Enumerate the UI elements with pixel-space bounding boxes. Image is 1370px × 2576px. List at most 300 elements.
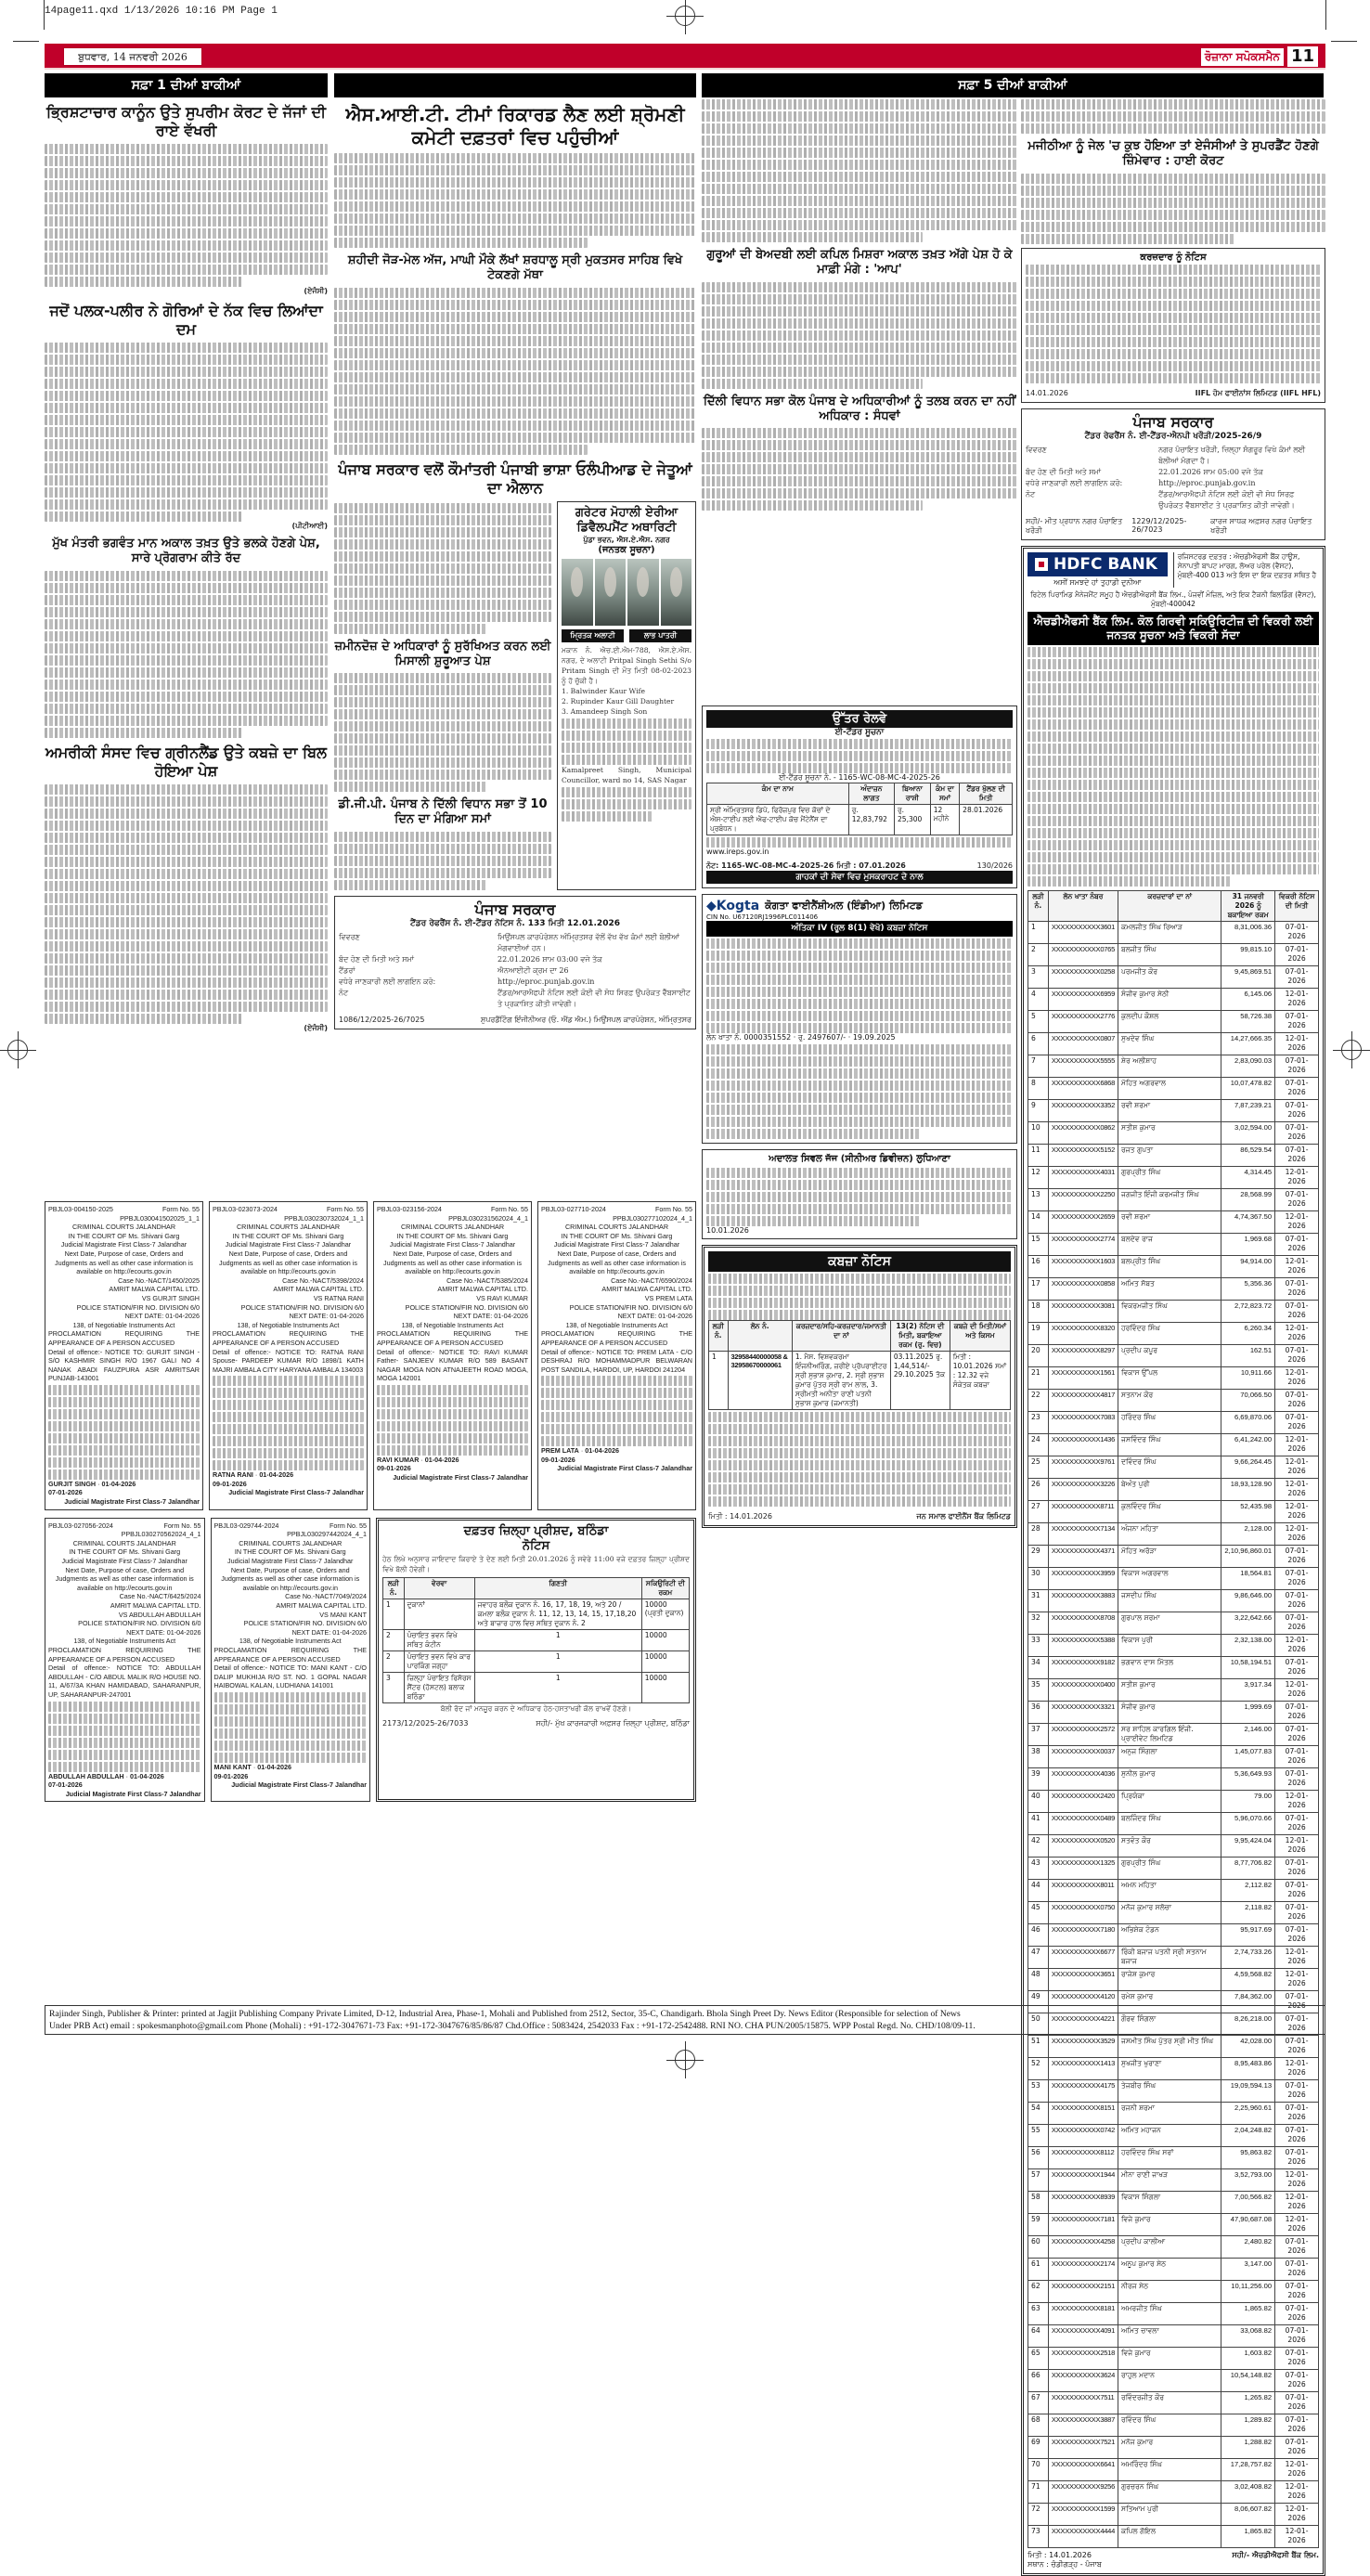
table-row [1028, 1968, 1319, 1990]
table-row [1028, 2525, 1319, 2547]
serial-number: 56 [1028, 2146, 1049, 2168]
loan-account: XXXXXXXXXXX7134 [1048, 1522, 1118, 1545]
borrower-name: ਮੋਹਿਤ ਅਗਰਵਾਲ [1118, 1077, 1221, 1099]
table-row [1028, 1656, 1319, 1678]
loan-account: XXXXXXXXXXX1599 [1048, 2503, 1118, 2525]
table-row [1028, 1634, 1319, 1656]
borrower-name: ਸੰਜੀਵ ਕੁਮਾਰ ਸੇਠੀ [1118, 988, 1221, 1010]
masthead [45, 44, 1325, 70]
sale-notice-date: 07-01-2026 [1275, 1144, 1319, 1166]
table-row [1028, 2391, 1319, 2414]
kogta-section: ਅੰਤਿਕਾ IV (ਰੂਲ 8(1) ਵੇਖੋ) ਕਬਜ਼ਾ ਨੋਟਿਸ [706, 921, 1013, 937]
sale-notice-date: 07-01-2026 [1275, 943, 1319, 965]
ad-punjab-tender-kharori [1021, 408, 1325, 540]
sale-notice-date: 12-01-2026 [1275, 1678, 1319, 1701]
sale-notice-date: 07-01-2026 [1275, 2369, 1319, 2391]
serial-number: 63 [1028, 2302, 1049, 2324]
designation: Judicial Magistrate First Class-7 Jalandhar [389, 1240, 516, 1249]
borrower-name: ਹਰਿੰਦਰ ਸਿੰਘ [1118, 1411, 1221, 1433]
form-number: Form No. 55 [327, 1205, 364, 1213]
railway-subtitle: ਈ-ਟੈਂਡਰ ਸੂਚਨਾ [834, 728, 885, 737]
designation: Judicial Magistrate First Class-7 Jalandhar [60, 1240, 187, 1249]
case-number: Case No.-NACT/1450/2025 [118, 1275, 200, 1285]
hdfc-logo [1028, 552, 1168, 576]
act: 138, of Negotiable Instruments Act [401, 1320, 504, 1329]
story-headline: ਗੁਰੂਆਂ ਦੀ ਬੇਅਦਬੀ ਲਈ ਕਪਿਲ ਮਿਸ਼ਰਾ ਅਕਾਲ ਤਖ਼ਤ ਅੱਗੇ ਪੇਸ਼ ਹੋ ਕੇ ਮਾਫ਼ੀ ਮੰਗੇ : 'ਆਪ' [706, 248, 1013, 278]
col-header: ਅੰਦਾਜ਼ਨ ਲਾਗਤ [848, 783, 894, 805]
designation: Judicial Magistrate First Class-7 Jalandhar [61, 1557, 187, 1566]
note: ਬੋਲੀ ਰੱਦ ਜਾਂ ਮਨਜ਼ੂਰ ਕਰਨ ਦੇ ਅਧਿਕਾਰ ਹੇਠ-ਹਸਤਾਖਰੀ ਕੋਲ ਰਾਖਵੇਂ ਹੋਣਗੇ। [440, 1704, 632, 1714]
next-date: NEXT DATE: 01-04-2026 [124, 1312, 200, 1321]
outstanding-amount: 42,028.00 [1221, 2035, 1275, 2057]
outstanding-amount: 8,06,607.82 [1221, 2503, 1275, 2525]
outstanding-amount: 86,529.54 [1221, 1144, 1275, 1166]
sale-notice-date: 07-01-2026 [1275, 1277, 1319, 1300]
borrower-name: ਵਿਕਾਸ ਸਿੰਗਲਾ [1118, 2191, 1221, 2213]
borrower-name: ਅਮਿਤ ਮਹਾਜਨ [1118, 2124, 1221, 2146]
tender-field-label: ਨੋਟ [339, 988, 349, 997]
table-row [1028, 2458, 1319, 2480]
registration-mark-icon [675, 2050, 695, 2070]
borrower-name: ਪ੍ਰਦੀਪ ਕਾਲੀਆ [1118, 2235, 1221, 2258]
loan-account: XXXXXXXXXXX2174 [1048, 2258, 1118, 2280]
appear-date: 01-04-2026 [424, 1455, 459, 1464]
complainant: AMRIT MALWA CAPITAL LTD. [273, 1285, 364, 1294]
sale-notice-date: 07-01-2026 [1275, 1233, 1319, 1255]
serial-number: 1 [1028, 921, 1049, 943]
proclamation-heading: PROCLAMATION REQUIRING THE APPEARANCE OF A PERSON ACCUSED [48, 1645, 201, 1663]
loan-account: XXXXXXXXXXX0037 [1048, 1745, 1118, 1767]
borrower-name: ਸੁਖਦੇਵ ਸਿੰਘ [1118, 1032, 1221, 1055]
possession-table [708, 1320, 1011, 1410]
tender-field-value: ਟੈਂਡਰ/ਆਰਐਫਪੀ ਨੋਟਿਸ ਲਈ ਕੋਈ ਵੀ ਸੋਧ ਸਿਰਫ਼ ਉਪਰੋਕਤ ਵੈੱਬਸਾਈਟ ਤੇ ਪ੍ਰਕਾਸ਼ਿਤ ਕੀਤੀ ਜਾਵੇਗੀ। [498, 988, 691, 1008]
sale-notice-date: 07-01-2026 [1275, 1077, 1319, 1099]
serial-number: 59 [1028, 2213, 1049, 2235]
agency-credit: (ਪੀਟੀਆਈ) [291, 522, 328, 530]
notice-ref: PBJL03-023156-2024 [377, 1205, 442, 1213]
outstanding-amount: 2,32,138.00 [1221, 1634, 1275, 1656]
serial-number: 70 [1028, 2458, 1049, 2480]
hdfc-address-2: ਰਿਟੇਲ ਪਿਰਾਮਿਡ ਮੈਨੇਜਮੈਂਟ ਸਮੂਹ ਹੈ ਐਚਡੀਐਫਸੀ ਬੈਂਕ ਲਿਮ., ਪੰਜਵੀਂ ਮੰਜ਼ਿਲ, ਅਤੇ ਇਕ ਟੈਕਨੀ ਬਿਲਡਿੰਗ (ਵੈਸਟ), ਮੁੰਬਈ-400042 [1030, 589, 1316, 608]
loan-account: XXXXXXXXXXX8112 [1048, 2146, 1118, 2168]
table-row [383, 1630, 690, 1651]
borrower-name: ਮਨੋਜ ਕੁਮਾਰ [1118, 2436, 1221, 2458]
borrower-name: ਗੁਰਚਰਨ ਸਿੰਘ [1118, 2480, 1221, 2503]
sign-left: ਸਹੀ/- ਮੀਤ ਪ੍ਰਧਾਨ ਨਗਰ ਪੰਚਾਇਤ ਖਰੌੜੀ [1026, 516, 1123, 535]
borrower-name: ਗੁਰਪਾਲ ਸ਼ਰਮਾ [1118, 1612, 1221, 1634]
serial-number: 55 [1028, 2124, 1049, 2146]
sale-notice-date: 07-01-2026 [1275, 1701, 1319, 1723]
appear-date: 01-04-2026 [585, 1446, 620, 1456]
outstanding-amount: 95,863.82 [1221, 2146, 1275, 2168]
col-header: 31 ਜਨਵਰੀ 2026 ਨੂੰ ਬਕਾਇਆ ਰਕਮ [1221, 890, 1275, 921]
table-row [1028, 2035, 1319, 2057]
sale-notice-date: 07-01-2026 [1275, 2013, 1319, 2035]
borrower-name: ਨੀਰਜ ਸੇਠ [1118, 2280, 1221, 2302]
section-bar-blank [334, 73, 696, 97]
outstanding-amount: 1,999.69 [1221, 1701, 1275, 1723]
hdfc-signatory: ਸਹੀ/- ਐਚਡੀਐਫਸੀ ਬੈਂਕ ਲਿਮ. [1232, 2550, 1319, 2559]
sale-notice-date: 07-01-2026 [1275, 1099, 1319, 1121]
outstanding-amount: 7,87,239.21 [1221, 1099, 1275, 1121]
outstanding-amount: 1,969.68 [1221, 1233, 1275, 1255]
cell: 2 [383, 1630, 405, 1651]
table-row [1028, 1589, 1319, 1612]
borrower-name: ਗੁਰਪ੍ਰੀਤ ਸਿੰਘ [1118, 1166, 1221, 1188]
story-headline: ਜਦੋਂ ਪਲਕ-ਪਲੀਰ ਨੇ ਗੋਰਿਆਂ ਦੇ ਨੱਕ ਵਿਚ ਲਿਆਂਦਾ ਦਮ [49, 302, 323, 338]
signatory: ਸਹੀ/- ਮੁੱਖ ਕਾਰਜਕਾਰੀ ਅਫ਼ਸਰ ਜ਼ਿਲ੍ਹਾ ਪ੍ਰੀਸ਼ਦ, ਬਠਿੰਡਾ [536, 1719, 690, 1728]
ad-title: ਕਰਜ਼ਦਾਰ ਨੂੰ ਨੋਟਿਸ [1140, 252, 1207, 263]
accused-name: RATNA RANI [213, 1470, 253, 1480]
story-headline: ਜ਼ਮੀਨਦੋਜ਼ ਦੇ ਅਧਿਕਾਰਾਂ ਨੂੰ ਸੁਰੱਖਿਅਤ ਕਰਨ ਲਈ ਮਿਸਾਲੀ ਸ਼ੁਰੂਆਤ ਪੇਸ਼ [334, 639, 551, 668]
story-headline: ਮਜੀਠੀਆ ਨੂੰ ਜੇਲ 'ਚ ਕੁਝ ਹੋਇਆ ਤਾਂ ਏਜੰਸੀਆਂ ਤੇ ਸੁਪਰਡੈਂਟ ਹੋਣਗੇ ਜ਼ਿੰਮੇਵਾਰ : ਹਾਈ ਕੋਰਟ [1028, 139, 1319, 169]
table-row [1028, 2079, 1319, 2102]
court-name: CRIMINAL COURTS JALANDHAR [400, 1223, 505, 1232]
court-notice: PBJL03-023156-2024 Form No. 55 PPBJL030231562024_4_1 CRIMINAL COURTS JALANDHAR IN THE COURT OF Ms. Shivani Garg Judicial Magistrate First Class-7 Jalandhar Next Date, Purpose of case, Orders and Judgments as well as other case information is available on http://ecourts.gov.in Case No.-NACT/5385/2024 AMRIT MALWA CAPITAL LTD. VS RAVI KUMAR POLICE STATION/FIR NO. DIVISION 6/0 NEXT DATE: 01-04-2026 138, of Negotiable Instruments Act PROCLAMATION REQUIRING THE APPEARANCE OF A PERSON ACCUSED Detail of offence:- NOTICE TO: RAVI KUMAR Father- SANJEEV KUMAR R/O 589 BASANT NAGAR MOGA NON ATNAJEETH ROAD MOGA, MOGA 142001 RAVI KUMAR · 01-04-2026 09-01-2026 Judicial Magistrate First Class-7 Jalandhar [373, 1201, 532, 1510]
cell: ਪੰਚਾਇਤ ਭਵਨ ਵਿਖੇ ਸਥਿਤ ਕੰਟੀਨ [404, 1630, 474, 1651]
complainant: AMRIT MALWA CAPITAL LTD. [110, 1601, 201, 1610]
court-name: CRIMINAL COURTS JALANDHAR [71, 1223, 176, 1232]
outstanding-amount: 2,72,823.72 [1221, 1300, 1275, 1322]
sale-notice-date: 07-01-2026 [1275, 1545, 1319, 1567]
sale-notice-date: 12-01-2026 [1275, 1366, 1319, 1389]
serial-number: 40 [1028, 1790, 1049, 1812]
col-header: ਵੇਰਵਾ [404, 1578, 474, 1599]
serial-number: 21 [1028, 1366, 1049, 1389]
case-number: Case No.-NACT/6425/2024 [119, 1592, 201, 1601]
col-header: ਸਕਿਉਰਿਟੀ ਦੀ ਰਕਮ [641, 1578, 689, 1599]
loan-account: XXXXXXXXXXX8297 [1048, 1344, 1118, 1366]
proclamation-heading: PROCLAMATION REQUIRING THE APPEARANCE OF A PERSON ACCUSED [541, 1329, 692, 1347]
table-row [1028, 1144, 1319, 1166]
outstanding-amount: 1,265.82 [1221, 2391, 1275, 2414]
sale-notice-date: 07-01-2026 [1275, 2391, 1319, 2414]
kogta-logo: ◆Kogta [706, 899, 760, 913]
dated: 07-01-2026 [48, 1488, 83, 1497]
table-row [1028, 1433, 1319, 1456]
serial-number: 17 [1028, 1277, 1049, 1300]
tender-field-label: ਵਿਵਰਣ [339, 932, 360, 941]
emd: ਰੁ. 25,300 [895, 805, 931, 835]
sale-notice-date: 07-01-2026 [1275, 1923, 1319, 1946]
table-row [1028, 2124, 1319, 2146]
col-header: ਬਿਆਨਾ ਰਾਸ਼ੀ [895, 783, 931, 805]
heir-3: 3. Amandeep Singh Son [562, 707, 648, 716]
outstanding-amount: 99,815.10 [1221, 943, 1275, 965]
serial-number: 62 [1028, 2280, 1049, 2302]
borrower-name: ਅਮਰਜੀਤ ਸਿੰਘ [1118, 2302, 1221, 2324]
appear-date: 01-04-2026 [257, 1762, 291, 1771]
outstanding-amount: 10,911.66 [1221, 1366, 1275, 1389]
table-row [1028, 2057, 1319, 2079]
tender-field-value: 22.01.2026 ਸ਼ਾਮ 03:00 ਵਜੇ ਤੱਕ [498, 954, 602, 964]
loan-account: XXXXXXXXXXX0750 [1048, 1901, 1118, 1923]
serial-number: 57 [1028, 2168, 1049, 2191]
cnr-number: PPBJL030230732024_1_1 [284, 1213, 364, 1223]
outstanding-amount: 2,112.82 [1221, 1879, 1275, 1901]
outstanding-amount: 162.51 [1221, 1344, 1275, 1366]
amount: ਰੁ. 2497607/- [797, 1033, 847, 1042]
sale-notice-date: 07-01-2026 [1275, 921, 1319, 943]
sale-notice-date: 12-01-2026 [1275, 1032, 1319, 1055]
serial-number: 23 [1028, 1411, 1049, 1433]
hdfc-tagline: ਅਸੀਂ ਸਮਝਦੇ ਹਾਂ ਤੁਹਾਡੀ ਦੁਨੀਆ [1053, 577, 1142, 587]
loan-account: XXXXXXXXXXX3601 [1048, 921, 1118, 943]
ad-title: ਅਦਾਲਤ ਸਿਵਲ ਜੱਜ (ਸੀਨੀਅਰ ਡਿਵੀਜ਼ਨ) ਲੁਧਿਆਣਾ [769, 1154, 950, 1164]
serial-number: 66 [1028, 2369, 1049, 2391]
next-date: NEXT DATE: 01-04-2026 [453, 1312, 528, 1321]
ad-title: ਗਰੇਟਰ ਮੋਹਾਲੀ ਏਰੀਆ [575, 505, 679, 520]
table-row [1028, 1344, 1319, 1366]
loan-account: XXXXXXXXXXX4817 [1048, 1389, 1118, 1411]
outstanding-amount: 3,02,594.00 [1221, 1121, 1275, 1144]
cell: ਦੁਕਾਨਾਂ [404, 1599, 474, 1630]
serial-number: 71 [1028, 2480, 1049, 2503]
court-name: CRIMINAL COURTS JALANDHAR [72, 1538, 176, 1547]
table-row [1028, 1767, 1319, 1790]
story-headline: ਡੀ.ਜੀ.ਪੀ. ਪੰਜਾਬ ਨੇ ਦਿੱਲੀ ਵਿਧਾਨ ਸਭਾ ਤੋਂ 10 ਦਿਨ ਦਾ ਮੰਗਿਆ ਸਮਾਂ [338, 797, 548, 827]
story-headline: ਭ੍ਰਿਸ਼ਟਾਚਾਰ ਕਾਨੂੰਨ ਉਤੇ ਸੁਪਰੀਮ ਕੋਰਟ ਦੇ ਜੱਜਾਂ ਦੀ ਰਾਏ ਵੱਖਰੀ [45, 103, 327, 139]
tender-url[interactable]: http://eproc.punjab.gov.in [1158, 478, 1256, 487]
registration-mark-icon [1341, 1040, 1362, 1060]
kogta-cin: CIN No. U67120RJ1996PLC011406 [706, 913, 819, 921]
table-row [1028, 2480, 1319, 2503]
borrower-name: ਬੇਅੰਤ ਪੁਰੀ [1118, 1478, 1221, 1500]
serial-number: 67 [1028, 2391, 1049, 2414]
borrower-name: ਅਨੂਪ ਕੁਮਾਰ ਸੇਠ [1118, 2258, 1221, 2280]
table-row [1028, 1745, 1319, 1767]
tender-field-label: ਬੰਦ ਹੋਣ ਦੀ ਮਿਤੀ ਅਤੇ ਸਮਾਂ [1026, 467, 1102, 476]
loan-account: XXXXXXXXXXX1603 [1048, 1255, 1118, 1277]
judge: IN THE COURT OF Ms. Shivani Garg [69, 1547, 181, 1557]
sale-notice-date: 12-01-2026 [1275, 1322, 1319, 1344]
outstanding-amount: 2,25,960.61 [1221, 2102, 1275, 2124]
hdfc-banner: ਐਚਡੀਐਫਸੀ ਬੈਂਕ ਲਿਮ. ਕੋਲ ਗਿਰਵੀ ਸਕਿਉਰਿਟੀਜ਼ ਦੀ ਵਿਕਰੀ ਲਈ ਜਨਤਕ ਸੂਚਨਾ ਅਤੇ ਵਿਕਰੀ ਸੱਦਾ [1028, 612, 1319, 645]
tender-field-label: ਨੋਟ [1026, 489, 1036, 498]
table-row [1028, 1478, 1319, 1500]
cell: ਜਵਾਹਰ ਬਲੌਕ ਦੁਕਾਨ ਨੰ. 16, 17, 18, 19, ਅਤੇ 20 / ਕਮਲਾ ਬਲੌਕ ਦੁਕਾਨ ਨੰ. 11, 12, 13, 14, 15, 17,18,20 ਅਤੇ ਬਾਜ਼ਾਰ ਹਾਲ ਵਿਚ ਸਥਿਤ ਦੁਕਾਨ ਨੰ. 2 [474, 1599, 641, 1630]
borrower-name: ਸਤਵੰਤ ਕੌਰ [1118, 1834, 1221, 1857]
table-row [1028, 1055, 1319, 1077]
serial-number: 3 [1028, 965, 1049, 988]
offence-detail: Detail of offence:- NOTICE TO: RAVI KUMAR Father- SANJEEV KUMAR R/O 589 BASANT NAGAR MOGA NON ATNAJEETH ROAD MOGA, MOGA 142001 [377, 1347, 528, 1383]
loan-account: XXXXXXXXXXX8711 [1048, 1500, 1118, 1522]
table-row [1028, 2503, 1319, 2525]
table-row [707, 805, 1013, 835]
railway-website[interactable]: www.ireps.gov.in [706, 848, 769, 856]
ad-kogta-possession-notice: ◆Kogta ਕੋਗਤਾ ਫਾਈਨੈਂਸ਼ੀਅਲ (ਇੰਡੀਆ) ਲਿਮਿਟਡ CIN No. U67120RJ1996PLC011406 ਅੰਤਿਕਾ IV (ਰੂਲ 8(1) ਵੇਖੋ) ਕਬਜ਼ਾ ਨੋਟਿਸ ਲੋਨ ਖਾਤਾ ਨੰ. 0000351552 · ਰੁ. 2497607/- · 19.09.2025 [702, 894, 1017, 1144]
brand [1201, 46, 1318, 67]
accused: VS GURJIT SINGH [141, 1293, 200, 1302]
loan-account: XXXXXXXXXXX3352 [1048, 1099, 1118, 1121]
outstanding-amount: 2,04,248.82 [1221, 2124, 1275, 2146]
proclamation-heading: PROCLAMATION REQUIRING THE APPEARANCE OF A PERSON ACCUSED [213, 1329, 364, 1347]
loan-account: XXXXXXXXXXX7521 [1048, 2436, 1118, 2458]
story [45, 744, 328, 1033]
act: 138, of Negotiable Instruments Act [239, 1637, 342, 1646]
cell: 1 [709, 1351, 729, 1409]
table-row [1028, 1188, 1319, 1210]
heir-1: 1. Balwinder Kaur Wife [562, 687, 645, 695]
serial-number: 31 [1028, 1589, 1049, 1612]
loan-account: XXXXXXXXXXX4221 [1048, 2013, 1118, 2035]
photo-beneficiary [627, 559, 659, 626]
outstanding-amount: 1,289.82 [1221, 2414, 1275, 2436]
sign-right: ਕਾਰਜ ਸਾਧਕ ਅਫ਼ਸਰ ਨਗਰ ਪੰਚਾਇਤ ਖਰੌੜੀ [1210, 516, 1312, 535]
col-header: ਲੋਨ ਖਾਤਾ ਨੰਬਰ [1048, 890, 1118, 921]
sale-notice-date: 12-01-2026 [1275, 1210, 1319, 1233]
loan-account: XXXXXXXXXXX8011 [1048, 1879, 1118, 1901]
ad-subtitle: ਨੋਟਿਸ [522, 1538, 550, 1553]
accused-name: PREM LATA [541, 1446, 579, 1456]
court-name: CRIMINAL COURTS JALANDHAR [239, 1538, 342, 1547]
borrower-name: ਬਲਜੀਤ ਸਿੰਘ [1118, 943, 1221, 965]
table-row [383, 1651, 690, 1673]
serial-number: 15 [1028, 1233, 1049, 1255]
issue-date: ਬੁਧਵਾਰ, 14 ਜਨਵਰੀ 2026 [63, 47, 202, 66]
borrower-name: ਅਭਿਸ਼ੇਕ ਟੰਡਨ [1118, 1923, 1221, 1946]
agency-credit: (ਏਜੰਸੀ) [304, 1023, 328, 1032]
ad-hdfc-bank-sale-notice [1021, 546, 1325, 2576]
cell: 3 [383, 1673, 405, 1703]
kabza-title: ਕਬਜ਼ਾ ਨੋਟਿਸ [708, 1251, 1011, 1272]
cnr-number: PPBJL030270562024_4_1 [121, 1530, 201, 1539]
outstanding-amount: 5,356.36 [1221, 1277, 1275, 1300]
outstanding-amount: 2,83,090.03 [1221, 1055, 1275, 1077]
judge: IN THE COURT OF Ms. Shivani Garg [561, 1231, 673, 1240]
table-row [1028, 965, 1319, 988]
accused-name: ABDULLAH ABDULLAH [48, 1771, 124, 1780]
ad-subtitle: ਪੁੱਡਾ ਭਵਨ, ਐਸ.ਏ.ਐਸ. ਨਗਰ [583, 536, 670, 544]
sale-notice-date: 12-01-2026 [1275, 1634, 1319, 1656]
outstanding-amount: 94,914.00 [1221, 1255, 1275, 1277]
sale-notice-date: 07-01-2026 [1275, 2280, 1319, 2302]
loan-account: XXXXXXXXXXX0807 [1048, 1032, 1118, 1055]
loan-account: XXXXXXXXXXX2774 [1048, 1233, 1118, 1255]
serial-number: 24 [1028, 1433, 1049, 1456]
outstanding-amount: 8,95,483.86 [1221, 2057, 1275, 2079]
outstanding-amount: 6,69,870.06 [1221, 1411, 1275, 1433]
outstanding-amount: 9,86,646.00 [1221, 1589, 1275, 1612]
sale-notice-date: 12-01-2026 [1275, 988, 1319, 1010]
section-title: ਸਫ਼ਾ 5 ਦੀਆਂ ਬਾਕੀਆਂ [702, 73, 1324, 97]
outstanding-amount: 47,90,687.08 [1221, 2213, 1275, 2235]
loan-account: XXXXXXXXXXX5152 [1048, 1144, 1118, 1166]
serial-number: 39 [1028, 1767, 1049, 1790]
borrower-name: ਰਵੀ ਸ਼ਰਮਾ [1118, 1210, 1221, 1233]
loan-account: XXXXXXXXXXX4036 [1048, 1767, 1118, 1790]
cell: 1 [474, 1630, 641, 1651]
serial-number: 43 [1028, 1857, 1049, 1879]
notice-ref: PBJL03-027056-2024 [48, 1521, 113, 1530]
serial-number: 9 [1028, 1099, 1049, 1121]
cell: 10000 [641, 1630, 689, 1651]
serial-number: 60 [1028, 2235, 1049, 2258]
borrower-name: ਕੁਲਵਿੰਦਰ ਸਿੰਘ [1118, 1500, 1221, 1522]
sale-notice-date: 07-01-2026 [1275, 1990, 1319, 2013]
photo-beneficiary [661, 559, 692, 626]
table-row [1028, 2280, 1319, 2302]
appear-date: 01-04-2026 [129, 1771, 164, 1780]
signatory: Judicial Magistrate First Class-7 Jalandhar [231, 1780, 367, 1790]
borrower-name: ਰਵੀ ਸ਼ਰਮਾ [1118, 1099, 1221, 1121]
sale-notice-date: 07-01-2026 [1275, 965, 1319, 988]
loan-account: XXXXXXXXXXX0765 [1048, 943, 1118, 965]
table-row [383, 1599, 690, 1630]
sale-notice-date: 12-01-2026 [1275, 1433, 1319, 1456]
outstanding-amount: 4,74,367.50 [1221, 1210, 1275, 1233]
serial-number: 73 [1028, 2525, 1049, 2547]
offence-detail: Detail of offence:- NOTICE TO: RATNA RANI Spouse- PARDEEP KUMAR R/O 1898/1 KATH MAJRI AMBALA CITY HARYANA AMBALA 134003 [213, 1347, 364, 1374]
sale-notice-date: 07-01-2026 [1275, 2235, 1319, 2258]
table-row [1028, 1567, 1319, 1589]
sale-notice-date: 12-01-2026 [1275, 1166, 1319, 1188]
loan-account: XXXXXXXXXXX8181 [1048, 2302, 1118, 2324]
tender-url[interactable]: http://eproc.punjab.gov.in [498, 977, 595, 986]
table-row [1028, 2213, 1319, 2235]
outstanding-amount: 1,288.82 [1221, 2436, 1275, 2458]
ad-bathinda-zila-parishad [376, 1518, 696, 1803]
sale-notice-date: 07-01-2026 [1275, 1188, 1319, 1210]
borrower-name: ਸਤਿਆਮ ਪੁਰੀ [1118, 2503, 1221, 2525]
borrower-name: ਜਸਦੀਪ ਸਿੰਘ [1118, 1589, 1221, 1612]
loan-account: XXXXXXXXXXX0489 [1048, 1812, 1118, 1834]
serial-number: 11 [1028, 1144, 1049, 1166]
serial-number: 35 [1028, 1678, 1049, 1701]
sale-notice-date: 07-01-2026 [1275, 1300, 1319, 1322]
sale-notice-date: 07-01-2026 [1275, 1723, 1319, 1745]
outstanding-amount: 1,865.82 [1221, 2525, 1275, 2547]
table-row [1028, 1790, 1319, 1812]
ad-title: ਦਫ਼ਤਰ ਜ਼ਿਲ੍ਹਾ ਪ੍ਰੀਸ਼ਦ, ਬਠਿੰਡਾ [463, 1523, 609, 1538]
loan-account: XXXXXXXXXXX8708 [1048, 1612, 1118, 1634]
sale-notice-date: 12-01-2026 [1275, 1500, 1319, 1522]
tender-signatory: ਸੁਪਰਡੈਂਟਿੰਗ ਇੰਜੀਨੀਅਰ (ਓ. ਐਂਡ ਐਮ.) ਮਿਉਂਸਪਲ ਕਾਰਪੋਰੇਸ਼ਨ, ਅੰਮ੍ਰਿਤਸਰ [480, 1015, 691, 1024]
ad-borrower-notice [1021, 248, 1325, 403]
sale-notice-date: 07-01-2026 [1275, 1857, 1319, 1879]
next-date: NEXT DATE: 01-04-2026 [291, 1627, 367, 1637]
table-row [1028, 1166, 1319, 1188]
serial-number: 58 [1028, 2191, 1049, 2213]
complainant: AMRIT MALWA CAPITAL LTD. [437, 1285, 528, 1294]
outstanding-amount: 9,45,869.51 [1221, 965, 1275, 988]
outstanding-amount: 2,74,733.26 [1221, 1946, 1275, 1968]
borrower-name: ਗੁਰਪ੍ਰੀਤ ਸਿੰਘ [1118, 1857, 1221, 1879]
table-row [1028, 1723, 1319, 1745]
loan-account: XXXXXXXXXXX2572 [1048, 1723, 1118, 1745]
outstanding-amount: 19,09,594.13 [1221, 2079, 1275, 2102]
tender-field-value: ਮਿਉਂਸਪਲ ਕਾਰਪੋਰੇਸ਼ਨ ਅੰਮ੍ਰਿਤਸਰ ਵੱਲੋਂ ਵੱਖ ਵੱਖ ਕੰਮਾਂ ਲਈ ਬੋਲੀਆਂ ਮੰਗਵਾਈਆਂ ਹਨ। [498, 932, 680, 952]
loan-account: XXXXXXXXXXX7181 [1048, 2213, 1118, 2235]
table-row [1028, 1812, 1319, 1834]
borrower-name: ਭਗਵਾਨ ਦਾਸ ਮਿੱਤਲ [1118, 1656, 1221, 1678]
sale-notice-date: 07-01-2026 [1275, 1589, 1319, 1612]
tender-ref: ਟੈਂਡਰ ਰੇਫਰੈਂਸ ਨੰ. ਈ-ਟੈਂਡਰ ਨੋਟਿਸ ਨੰ. 133 ਮਿਤੀ 12.01.2026 [410, 918, 620, 928]
case-info: Next Date, Purpose of case, Orders and Judgments as well as other case information is available on http://ecourts.gov.in [547, 1249, 686, 1276]
tender-field-value: ਟੈਂਡਰ/ਆਰਐਫਪੀ ਨੋਟਿਸ ਲਈ ਕੋਈ ਵੀ ਸੋਧ ਸਿਰਫ਼ ਉਪਰੋਕਤ ਵੈੱਬਸਾਈਟ ਤੇ ਪ੍ਰਕਾਸ਼ਿਤ ਕੀਤੀ ਜਾਵੇਗੀ। [1158, 489, 1295, 510]
borrower-name: ਰਵਿੰਦਰਜੀਤ ਕੌਰ [1118, 2391, 1221, 2414]
outstanding-amount: 6,41,242.00 [1221, 1433, 1275, 1456]
page-number: 11 [1287, 46, 1318, 67]
cell: 1 [383, 1599, 405, 1630]
serial-number: 13 [1028, 1188, 1049, 1210]
table-row [1028, 1857, 1319, 1879]
estimated-cost: ਰੁ. 12,83,792 [848, 805, 894, 835]
col-header: ਵਿਕਰੀ ਨੋਟਿਸ ਦੀ ਮਿਤੀ [1275, 890, 1319, 921]
sale-notice-date: 07-01-2026 [1275, 1344, 1319, 1366]
story-headline: ਮੁੱਖ ਮੰਤਰੀ ਭਗਵੰਤ ਮਾਨ ਅਕਾਲ ਤਖ਼ਤ ਉਤੇ ਭਲਕੇ ਹੋਣਗੇ ਪੇਸ਼, ਸਾਰੇ ਪ੍ਰੋਗਰਾਮ ਕੀਤੇ ਰੱਦ [52, 537, 320, 566]
notice-date: 19.09.2025 [852, 1033, 896, 1042]
